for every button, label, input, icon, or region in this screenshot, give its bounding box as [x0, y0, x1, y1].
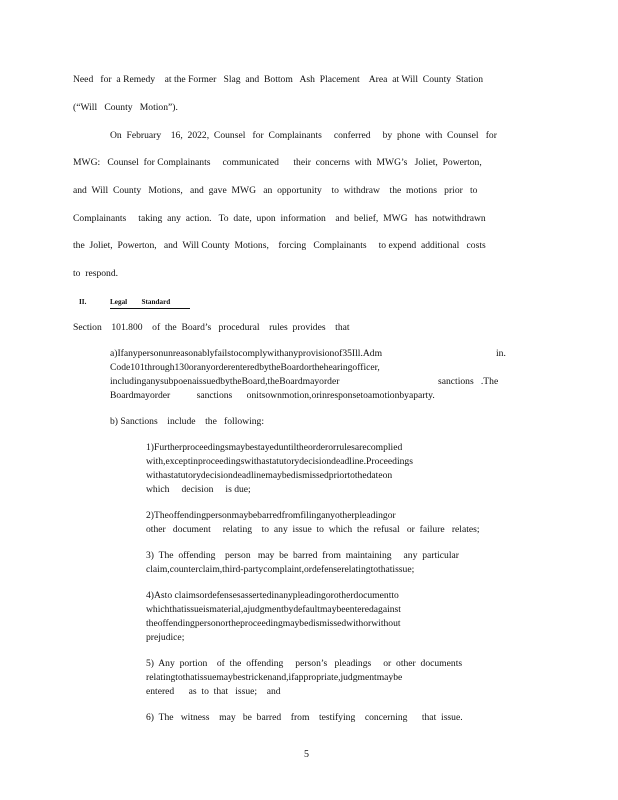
sub4-line-2: whichthatissueismaterial,ajudgmentbydefaultmaybeenteredagainst	[146, 604, 401, 615]
para1-line-5: the Joliet, Powerton, and Will County Motions, forcing Complainants to expend additional costs	[73, 240, 486, 251]
sub1-line-2: with,exceptinproceedingswithastatutorydecisiondeadline.Proceedings	[146, 456, 413, 467]
item-a-line-4: Boardmayorder sanctions onitsownmotion,orinresponsetoamotionbyaparty.	[110, 390, 435, 401]
sub5-line-1: 5) Any portion of the offending person’s pleadings or other documents	[146, 658, 463, 669]
sub1-line-4: which decision is due;	[146, 484, 251, 495]
item-a-line-1-end: in.	[496, 348, 506, 359]
para1-line-3: and Will County Motions, and gave MWG an opportunity to withdraw the motions prior to	[73, 185, 478, 196]
section-number: II.	[79, 298, 87, 306]
intro-line-1: Need for a Remedy at the Former Slag and Bottom Ash Placement Area at Will County Station	[73, 74, 484, 85]
para1-line-1: On February 16, 2022, Counsel for Complainants conferred by phone with Counsel for	[110, 130, 497, 141]
section-title: Legal Standard	[110, 298, 171, 306]
item-a-line-3: includinganysubpoenaissuedbytheBoard,theBoardmayorder	[110, 376, 340, 387]
sub3-line-1: 3) The offending person may be barred from maintaining any particular	[146, 550, 459, 561]
section-title-underline	[110, 308, 190, 309]
sub3-line-2: claim,counterclaim,third-partycomplaint,ordefenserelatingtothatissue;	[146, 564, 415, 575]
section-intro: Section 101.800 of the Board’s procedural rules provides that	[73, 322, 350, 333]
sub4-line-1: 4)Asto claimsordefensesassertedinanypleadingorotherdocumentto	[146, 590, 399, 601]
sub1-line-1: 1)Furtherproceedingsmaybestayeduntiltheorderorrulesarecomplied	[146, 442, 403, 453]
sub2-line-2: other document relating to any issue to which the refusal or failure relates;	[146, 524, 480, 535]
item-a-line-3-end: sanctions .The	[438, 376, 499, 387]
sub4-line-4: prejudice;	[146, 632, 185, 643]
sub6-line-1: 6) The witness may be barred from testifying concerning that issue.	[146, 712, 463, 723]
item-a-line-1: a)Ifanypersonunreasonablyfailstocomplywithanyprovisionof35Ill.Adm	[110, 348, 383, 359]
intro-line-2: (“Will County Motion”).	[73, 102, 178, 113]
sub5-line-2: relatingtothatissuemaybestrickenand,ifappropriate,judgmentmaybe	[146, 672, 403, 683]
para1-line-4: Complainants taking any action. To date, upon information and belief, MWG has notwithdrawn	[73, 213, 486, 224]
sub5-line-3: entered as to that issue; and	[146, 686, 281, 697]
item-b-label: b) Sanctions include the following:	[110, 416, 265, 427]
para1-line-6: to respond.	[73, 268, 119, 279]
para1-line-2: MWG: Counsel for Complainants communicated their concerns with MWG’s Joliet, Powerton,	[73, 157, 482, 168]
sub1-line-3: withastatutorydecisiondeadlinemaybedismissedpriortothedateon	[146, 470, 393, 481]
sub2-line-1: 2)Theoffendingpersonmaybebarredfromfilinganyotherpleadingor	[146, 510, 396, 521]
page-number: 5	[304, 749, 309, 760]
sub4-line-3: theoffendingpersonortheproceedingmaybedismissedwithorwithout	[146, 618, 401, 629]
item-a-line-2: Code101through130oranyorderenteredbytheBoardorthehearingofficer,	[110, 362, 380, 373]
